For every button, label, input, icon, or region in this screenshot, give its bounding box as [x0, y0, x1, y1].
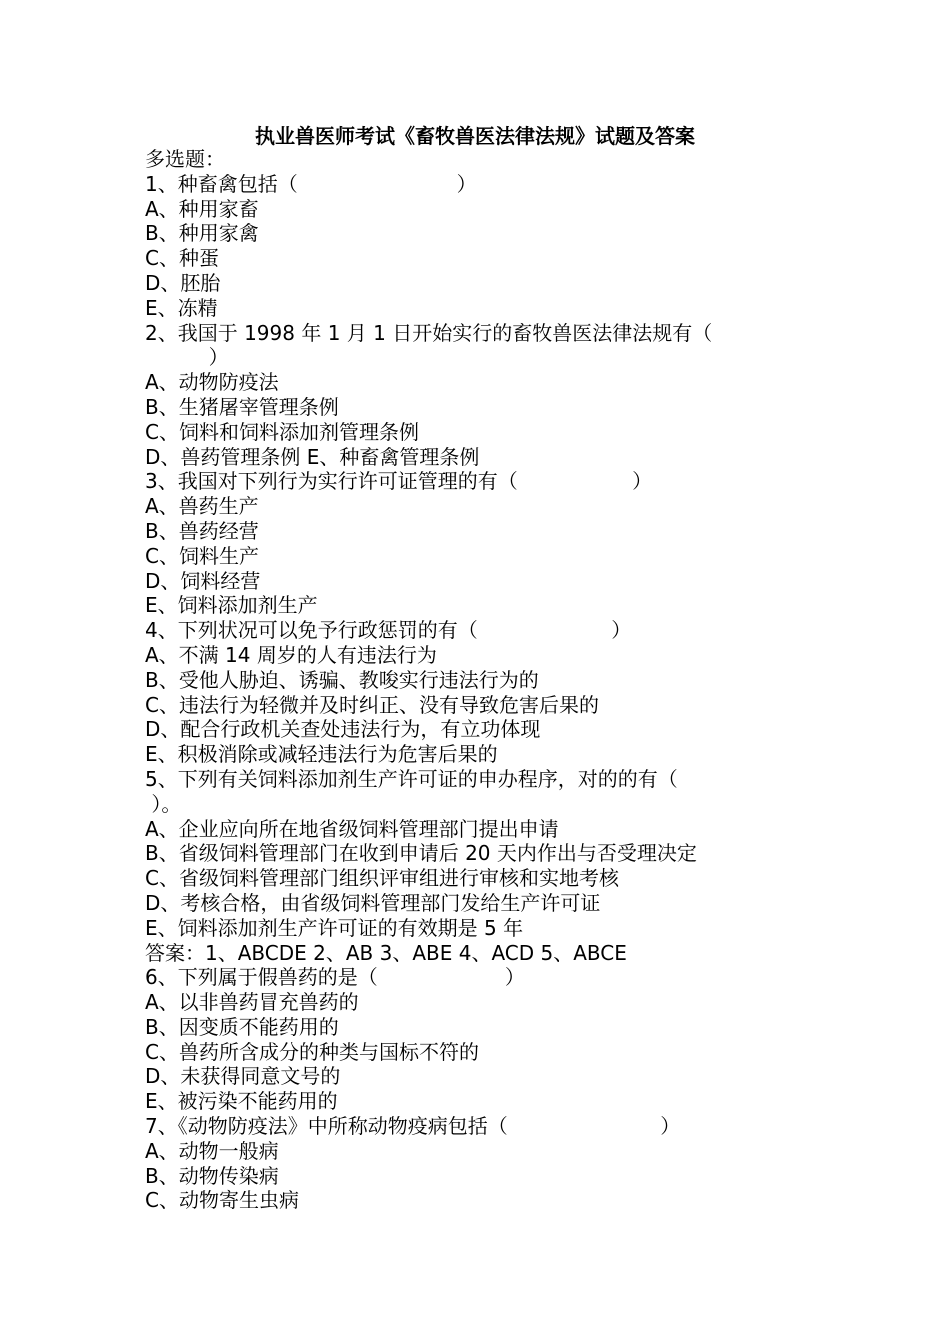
text-line: 2、我国于 1998 年 1 月 1 日开始实行的畜牧兽医法律法规有（: [145, 320, 713, 345]
text-line: B、种用家禽: [145, 221, 259, 246]
text-line: ）: [145, 345, 229, 370]
text-line: E、积极消除或减轻违法行为危害后果的: [145, 742, 498, 767]
text-line: E、冻精: [145, 295, 218, 320]
text-line: E、饲料添加剂生产许可证的有效期是 5 年: [145, 915, 524, 940]
text-line: B、因变质不能药用的: [145, 1014, 339, 1039]
text-line: C、动物寄生虫病: [145, 1188, 299, 1213]
text-line: D、配合行政机关查处违法行为，有立功体现: [145, 717, 541, 742]
text-line: D、胚胎: [145, 270, 221, 295]
text-line: A、以非兽药冒充兽药的: [145, 990, 359, 1015]
text-line: D、考核合格，由省级饲料管理部门发给生产许可证: [145, 890, 601, 915]
text-line: A、动物防疫法: [145, 370, 279, 395]
text-line: 多选题：: [145, 147, 225, 171]
text-line: C、兽药所含成分的种类与国标不符的: [145, 1039, 479, 1064]
document-body: [145, 147, 765, 1213]
text-line: E、被污染不能药用的: [145, 1089, 338, 1114]
text-line: 5、下列有关饲料添加剂生产许可证的申办程序，对的的有（: [145, 766, 678, 791]
text-line: 4、下列状况可以免予行政惩罚的有（ ）: [145, 618, 632, 643]
text-line: 3、我国对下列行为实行许可证管理的有（ ）: [145, 469, 653, 494]
text-line: E、饲料添加剂生产: [145, 593, 318, 618]
text-line: A、兽药生产: [145, 494, 259, 519]
text-line: C、饲料和饲料添加剂管理条例: [145, 419, 419, 444]
text-line: 答案：1、ABCDE 2、AB 3、ABE 4、ACD 5、ABCE: [145, 940, 627, 965]
text-line: 1、种畜禽包括（ ）: [145, 171, 477, 196]
text-line: ）。: [145, 791, 182, 816]
text-line: B、动物传染病: [145, 1163, 279, 1188]
text-line: B、受他人胁迫、诱骗、教唆实行违法行为的: [145, 667, 539, 692]
text-line: A、企业应向所在地省级饲料管理部门提出申请: [145, 816, 559, 841]
text-line: B、兽药经营: [145, 518, 259, 543]
text-line: A、动物一般病: [145, 1138, 279, 1163]
text-line: D、未获得同意文号的: [145, 1064, 341, 1089]
document-title: 执业兽医师考试《畜牧兽医法律法规》试题及答案: [255, 124, 695, 148]
text-line: D、兽药管理条例 E、种畜禽管理条例: [145, 444, 480, 469]
text-line: A、不满 14 周岁的人有违法行为: [145, 642, 437, 667]
text-line: A、种用家畜: [145, 196, 259, 221]
text-line: B、省级饲料管理部门在收到申请后 20 天内作出与否受理决定: [145, 841, 697, 866]
text-line: C、饲料生产: [145, 543, 259, 568]
text-line: C、种蛋: [145, 246, 219, 271]
text-line: D、饲料经营: [145, 568, 261, 593]
text-line: 6、下列属于假兽药的是（ ）: [145, 965, 525, 990]
text-line: C、省级饲料管理部门组织评审组进行审核和实地考核: [145, 866, 619, 891]
text-line: B、生猪屠宰管理条例: [145, 394, 339, 419]
text-line: C、违法行为轻微并及时纠正、没有导致危害后果的: [145, 692, 599, 717]
text-line: 7、《动物防疫法》中所称动物疫病包括（ ）: [145, 1114, 681, 1139]
